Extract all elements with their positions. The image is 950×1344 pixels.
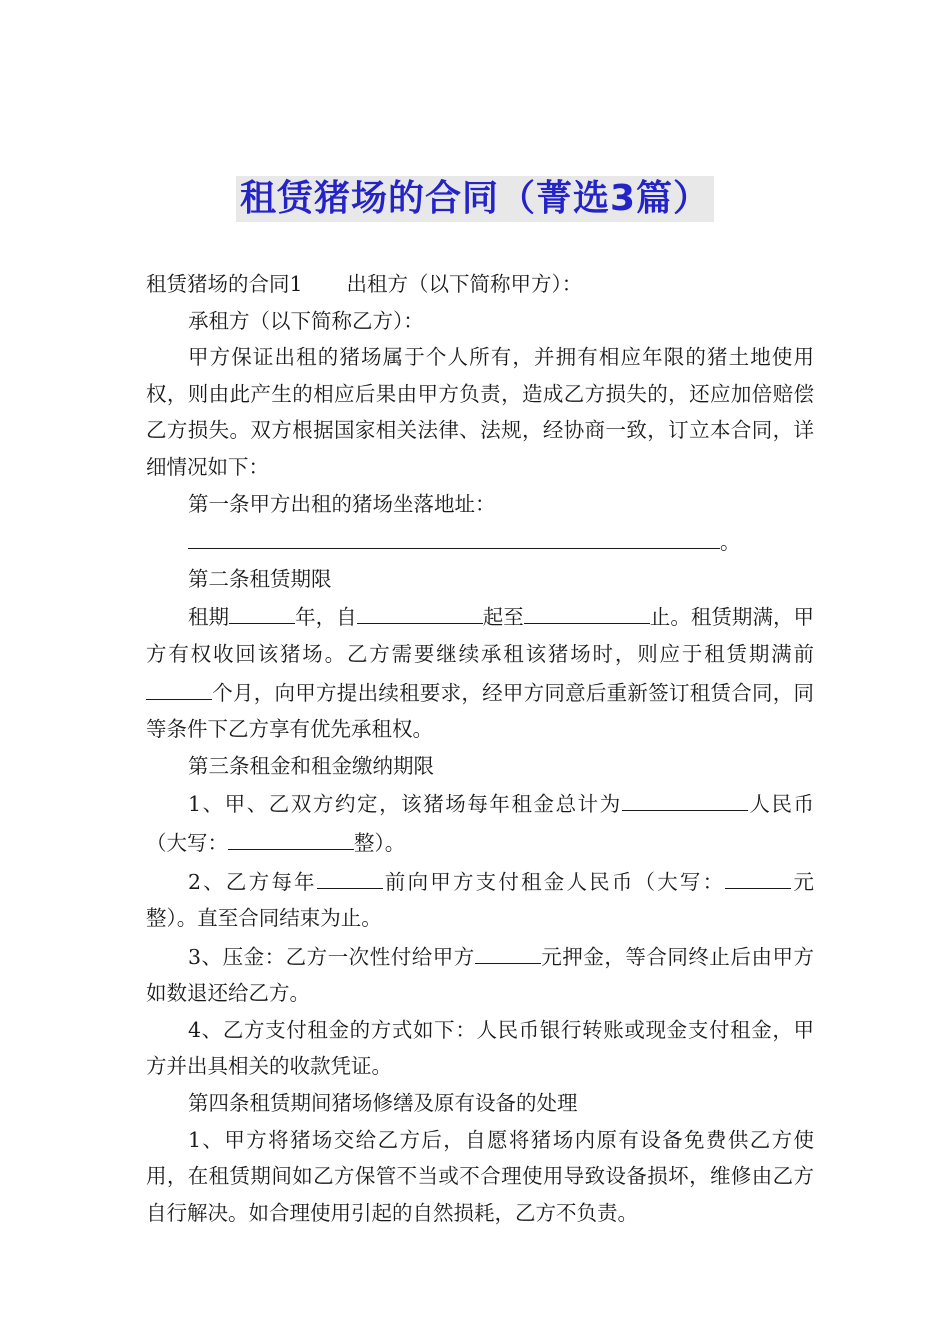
article-3-item-1 <box>146 784 814 861</box>
payment-date-blank <box>317 862 383 889</box>
article-1-address <box>146 522 814 561</box>
paragraph-parties <box>146 266 814 303</box>
article-3-item-4: 4、乙方支付租金的方式如下：人民币银行转账或现金支付租金，甲方并出具相关的收款凭证。 <box>146 1017 814 1079</box>
text-span: 个月，向甲方提出续租要求，经甲方同意后重新签订租赁合同，同等条件下乙方享有优先承租权。 <box>146 680 814 742</box>
text-span: 止。租赁期满，甲方有权收回该猪场。乙方需要继续承租该猪场时，则应于租赁期满前 <box>146 605 815 666</box>
rent-capital-blank <box>228 823 354 850</box>
text-span: 2、乙方每年 <box>188 869 317 894</box>
annual-rent-blank <box>622 784 748 811</box>
text-span: 租期 <box>188 605 230 630</box>
lessor-line: 出租方（以下简称甲方）： <box>346 272 583 296</box>
article-2-body <box>146 597 814 747</box>
document-title: 租赁猪场的合同（菁选3篇） <box>236 176 714 222</box>
text-span: 1、甲、乙双方约定，该猪场每年租金总计为 <box>188 792 622 817</box>
article-2-heading: 第二条租赁期限 <box>188 566 332 591</box>
text-span: 人民币（大写： <box>146 792 815 855</box>
lessee-line: 承租方（以下简称乙方）： <box>188 308 424 333</box>
article-1-heading: 第一条甲方出租的猪场坐落地址： <box>188 491 496 516</box>
start-date-blank <box>357 597 483 624</box>
text-span: 3、压金：乙方一次性付给甲方 <box>188 944 475 969</box>
deposit-blank <box>475 937 541 964</box>
text-span: 整）。 <box>354 830 406 855</box>
article-3-item-2 <box>146 862 814 937</box>
payment-amount-blank <box>725 862 791 889</box>
article-3-heading: 第三条租金和租金缴纳期限 <box>188 753 434 778</box>
end-date-blank <box>524 597 650 624</box>
article-4-item-1: 1、甲方将猪场交给乙方后，自愿将猪场内原有设备免费供乙方使用，在租赁期间如乙方保管不当或不合理使用导致设备损坏，维修由乙方自行解决。如合理使用引起的自然损耗，乙方不负责。 <box>146 1127 814 1225</box>
article-4-heading: 第四条租赁期间猪场修缮及原有设备的处理 <box>188 1091 578 1116</box>
paragraph-intro: 甲方保证出租的猪场属于个人所有，并拥有相应年限的猪土地使用权，则由此产生的相应后果由甲方负责，造成乙方损失的，还应加倍赔偿乙方损失。双方根据国家相关法律、法规，经协商一致，订立本合同，详细情况如下： <box>146 345 814 479</box>
article-3-item-3 <box>146 937 814 1012</box>
doc-label: 租赁猪场的合同1 <box>146 272 303 296</box>
text-span: 元押金，等合同终止后由甲方如数退还给乙方。 <box>146 944 814 1006</box>
notice-months-blank <box>146 673 212 700</box>
text-span: 元整）。直至合同结束为止。 <box>146 869 815 931</box>
text-span: 起至 <box>482 605 524 630</box>
text-span: 前向甲方支付租金人民币（大写： <box>382 869 726 894</box>
title-block <box>0 176 950 222</box>
term-years-blank <box>229 597 295 624</box>
document-body <box>146 266 814 1231</box>
address-blank <box>188 522 720 549</box>
text-span: 年，自 <box>295 605 357 630</box>
period: 。 <box>720 530 741 555</box>
